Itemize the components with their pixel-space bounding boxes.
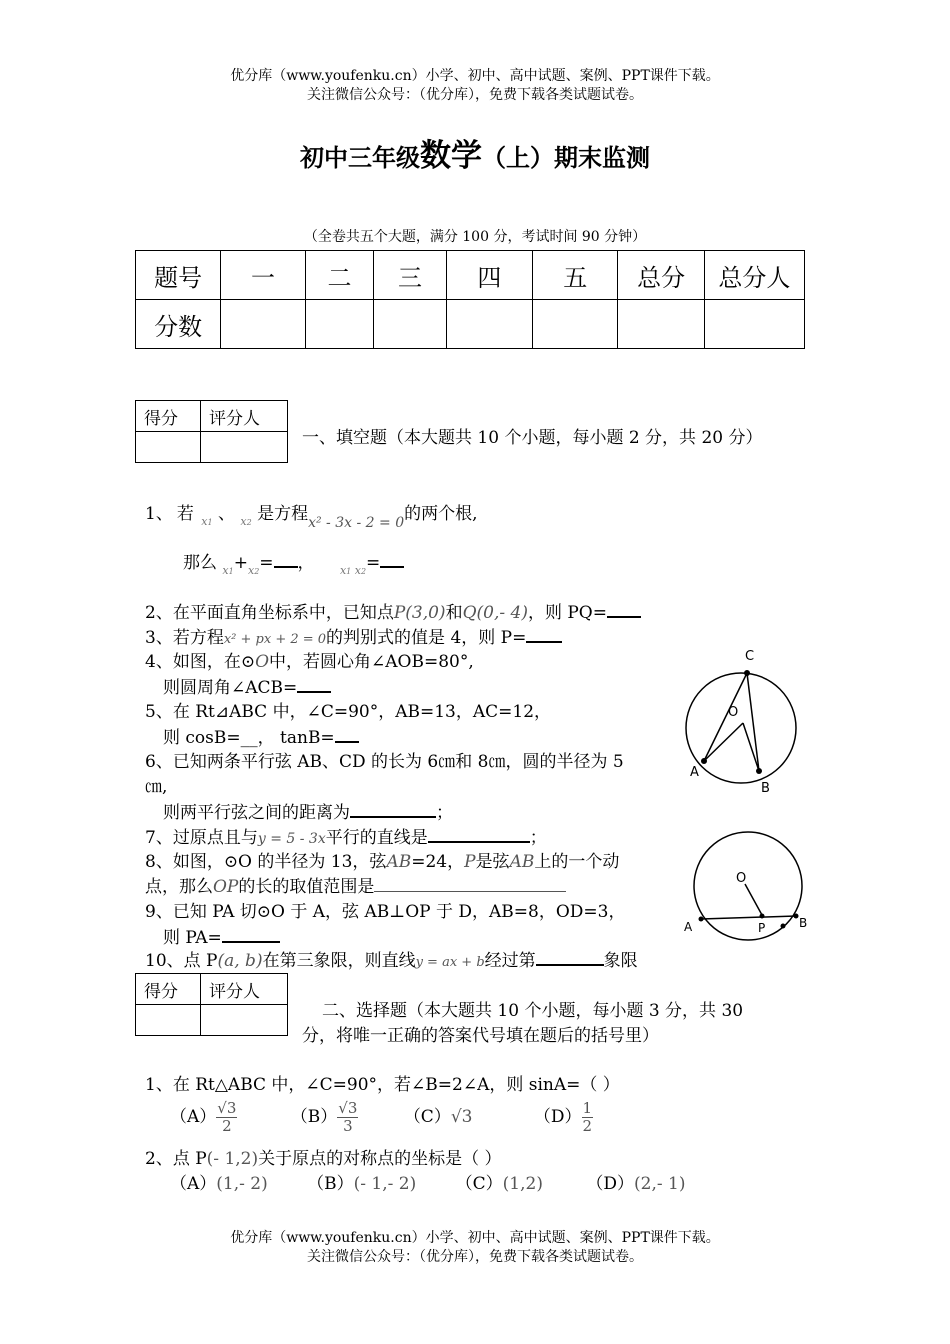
fill-q5-line1: 5、在 Rt⊿ABC 中，∠C=90°，AB=13，AC=12， — [145, 702, 552, 722]
fill-q2: 2、在平面直角坐标系中，已知点P(3,0)和Q(0,- 4)，则 PQ= — [145, 600, 641, 625]
fill-q6-line2: ㎝, — [145, 777, 168, 797]
fill-q4-line2: 则圆周角∠ACB= — [163, 675, 331, 700]
label-b: B — [799, 916, 808, 930]
option-b[interactable]: （B） $\frac{√3}{3}$ — [290, 1099, 358, 1135]
fill-q6-line1: 6、已知两条平行弦 AB、CD 的长为 6㎝和 8㎝，圆的半径为 5 — [145, 752, 624, 772]
score-row-label: 分数 — [136, 300, 221, 349]
footer-line-2: 关注微信公众号：（优分库），免费下载各类试题试卷。 — [307, 1249, 643, 1265]
fill-q4-line1: 4、如图，在⊙O中，若圆心角∠AOB=80°, — [145, 652, 474, 672]
grader-label: 评分人 — [201, 401, 288, 432]
exam-note: （全卷共五个大题，满分 100 分，考试时间 90 分钟） — [303, 229, 647, 245]
figure-circle-acb — [675, 642, 810, 802]
grader-box-2 — [135, 973, 288, 1036]
grader-label: 评分人 — [201, 974, 288, 1005]
point-c — [744, 670, 750, 676]
score-table-score-row — [136, 300, 805, 349]
answer-blank[interactable] — [607, 600, 641, 618]
fill-q3: 3、若方程x² + px + 2 = 0的判别式的值是 4，则 P= — [145, 625, 562, 652]
grader-box-1 — [135, 400, 288, 463]
option-b[interactable]: （B）(- 1,- 2) — [307, 1174, 417, 1194]
point-a — [699, 917, 704, 922]
fill-q8-line2: 点，那么OP的长的取值范围是 — [145, 875, 566, 899]
answer-blank[interactable] — [428, 825, 530, 843]
label-p: P — [758, 921, 766, 935]
choice-q1-options — [170, 1100, 593, 1135]
label-a: A — [684, 920, 693, 934]
page-title: 初中三年级数学（上）期末监测 — [300, 138, 650, 174]
point-p — [760, 914, 765, 919]
section2-heading-line1: 二、选择题（本大题共 10 个小题，每小题 3 分，共 30 — [322, 1001, 744, 1021]
header-line-2: 关注微信公众号：（优分库），免费下载各类试题试卷。 — [307, 87, 643, 103]
label-a: A — [690, 765, 699, 780]
choice-q2-options — [170, 1172, 685, 1196]
answer-blank[interactable] — [222, 925, 280, 943]
label-o: O — [736, 871, 747, 886]
score-header-cell: 二 — [305, 251, 374, 300]
chord-ac — [704, 673, 747, 761]
score-table-header-row — [136, 251, 805, 300]
grader-score-label: 得分 — [136, 974, 201, 1005]
answer-blank[interactable] — [526, 625, 562, 643]
fill-q5-line2: 则 cosB=__， tanB= — [163, 725, 359, 750]
fill-q9-line2: 则 PA= — [163, 925, 280, 950]
fill-q8-line1: 8、如图，⊙O 的半径为 13，弦AB=24，P是弦AB上的一个动 — [145, 852, 620, 872]
fill-q1-line2: 那么 $_{x1}+_{x2}=$ ， $_{x1 x2}$= — [183, 550, 404, 578]
equation-q1: x² - 3x - 2 = 0 — [308, 515, 405, 531]
option-c[interactable]: （C）(1,2) — [455, 1174, 543, 1194]
answer-blank[interactable] — [335, 725, 359, 743]
fill-q1-line1: 1、 若 $_{x1}$ 、 $_{x2}$ 是方程$_{x^2 - 3x - 2 = 0}$的两个根, — [145, 504, 478, 531]
chord-cb — [747, 673, 759, 771]
grader-name-cell[interactable] — [201, 1005, 288, 1036]
answer-blank[interactable] — [374, 875, 566, 892]
label-o: O — [728, 705, 739, 720]
choice-q2: 2、点 P(- 1,2)关于原点的对称点的坐标是（ ） — [145, 1149, 502, 1169]
section2-heading-line2: 分，将唯一正确的答案代号填在题后的括号里） — [302, 1026, 659, 1046]
score-header-cell: 题号 — [136, 251, 221, 300]
option-a[interactable]: （A） $\frac{√3}{2}$ — [170, 1099, 237, 1135]
point-b — [756, 768, 762, 774]
fill-q10: 10、点 P(a, b)在第三象限，则直线y = ax + b经过第 象限 — [145, 948, 638, 975]
label-c: C — [745, 649, 755, 664]
circle-o — [694, 832, 802, 940]
option-a[interactable]: （A）(1,- 2) — [170, 1174, 268, 1194]
footer-line-1: 优分库（www.youfenku.cn）小学、初中、高中试题、案例、PPT课件下载。 — [230, 1230, 720, 1246]
score-cell[interactable] — [704, 300, 804, 349]
choice-q1: 1、在 Rt△ABC 中，∠C=90°，若∠B=2∠A，则 sinA=（ ） — [145, 1075, 620, 1095]
answer-blank[interactable] — [274, 550, 298, 568]
answer-blank[interactable] — [536, 948, 604, 966]
point-b — [781, 924, 786, 929]
circle-o — [686, 673, 796, 783]
score-cell[interactable] — [374, 300, 446, 349]
option-c[interactable]: （C）√3 — [403, 1107, 473, 1127]
score-header-cell: 五 — [533, 251, 618, 300]
header-line-1: 优分库（www.youfenku.cn）小学、初中、高中试题、案例、PPT课件下载。 — [230, 68, 720, 84]
fill-q9-line1: 9、已知 PA 切⊙O 于 A，弦 AB⊥OP 于 D，AB=8，OD=3， — [145, 902, 626, 922]
fill-q7: 7、过原点且与y = 5 - 3x平行的直线是 ； — [145, 825, 547, 851]
figure-circle-op — [680, 828, 815, 948]
segment-op — [745, 884, 762, 915]
point-a — [701, 758, 707, 764]
grader-score-label: 得分 — [136, 401, 201, 432]
option-d[interactable]: （D） $\frac{1}{2}$ — [533, 1099, 593, 1135]
score-cell[interactable] — [618, 300, 704, 349]
grader-score-cell[interactable] — [136, 432, 201, 463]
answer-blank[interactable] — [297, 675, 331, 693]
score-table — [135, 250, 805, 349]
point-b-end — [794, 914, 799, 919]
grader-name-cell[interactable] — [201, 432, 288, 463]
grader-score-cell[interactable] — [136, 1005, 201, 1036]
label-b: B — [761, 781, 770, 796]
score-cell[interactable] — [446, 300, 532, 349]
score-header-cell: 四 — [446, 251, 532, 300]
score-cell[interactable] — [533, 300, 618, 349]
radius-oa — [704, 723, 743, 761]
section1-heading: 一、填空题（本大题共 10 个小题，每小题 2 分，共 20 分） — [302, 428, 763, 448]
score-cell[interactable] — [305, 300, 374, 349]
option-d[interactable]: （D）(2,- 1) — [586, 1174, 686, 1194]
answer-blank[interactable] — [350, 800, 436, 818]
score-header-cell: 总分人 — [704, 251, 804, 300]
fill-q6-line3: 则两平行弦之间的距离为 ； — [163, 800, 453, 825]
chord-ab — [701, 916, 796, 919]
answer-blank[interactable] — [380, 550, 404, 568]
score-header-cell: 三 — [374, 251, 446, 300]
score-cell[interactable] — [221, 300, 305, 349]
score-header-cell: 总分 — [618, 251, 704, 300]
score-header-cell: 一 — [221, 251, 305, 300]
